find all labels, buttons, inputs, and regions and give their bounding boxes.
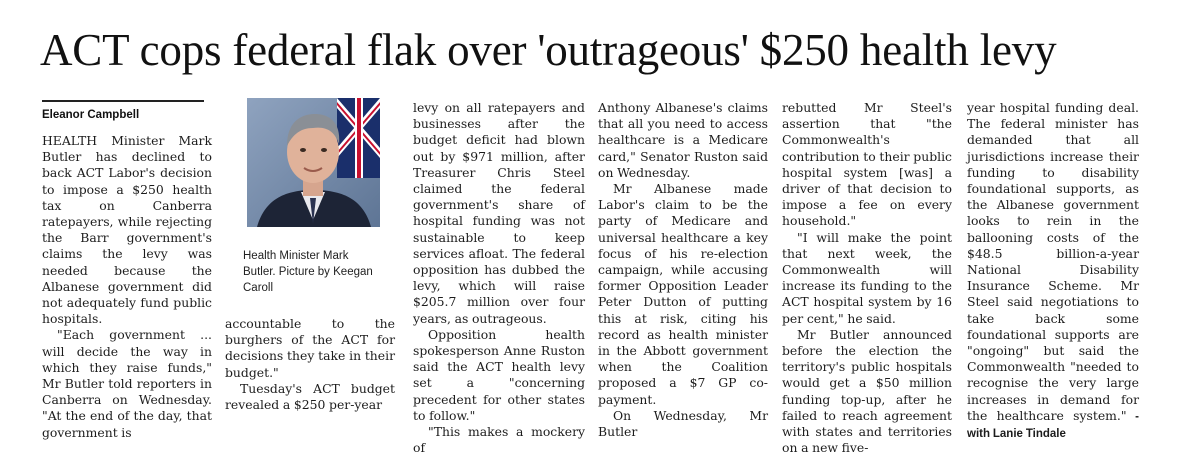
paragraph: Tuesday's ACT budget revealed a $250 per-year [225, 380, 395, 413]
paragraph: On Wednesday, Mr Butler [598, 407, 768, 440]
column-4 [598, 100, 768, 440]
paragraph: levy on all ratepayers and businesses after the budget deficit had blown out by $971 million, after Treasurer Chris Steel claimed the federal government's share of hospital funding was not sustainable to keep services afloat. The federal opposition has dubbed the levy, which will raise $205.7 million over four years, as outrageous. [413, 100, 585, 326]
paragraph: "Each government ... will decide the way in which they raise funds," Mr Butler told reporters in Canberra on Wednesday. "At the end of the day, that government is [42, 327, 212, 440]
paragraph: "This makes a mockery of [413, 424, 585, 456]
minister-photo [247, 98, 380, 227]
column-3 [413, 100, 585, 456]
flag-icon [337, 98, 380, 178]
column-5 [782, 100, 952, 456]
portrait-illustration [247, 98, 380, 227]
paragraph: rebutted Mr Steel's assertion that "the Commonwealth's contribution to their public hospital system [was] a driver of that decision to impose a fee on every household." [782, 100, 952, 229]
paragraph: Anthony Albanese's claims that all you need to access healthcare is a Medicare card," Senator Ruston said on Wednesday. [598, 100, 768, 180]
paragraph: "I will make the point that next week, the Commonwealth will increase its funding to the ACT hospital system by 16 per cent," he said. [782, 229, 952, 326]
paragraph [967, 100, 1139, 442]
paragraph: Mr Butler announced before the election the territory's public hospitals would get a $50 million funding top-up, after he failed to reach agreement with states and territories on a new five- [782, 326, 952, 456]
paragraph-text: year hospital funding deal. The federal minister has demanded that all jurisdictions increase their funding to disability foundational supports, as the Albanese government looks to rein in the ballooning costs of the $48.5 billion-a-year National Disability Insurance Scheme. Mr Steel said negotiations to take back some foundational supports are "ongoing" but said the Commonwealth "needed to recognise the very large increases in demand for the healthcare system." [967, 100, 1139, 423]
column-1 [42, 133, 212, 441]
paragraph: accountable to the burghers of the ACT for decisions they take in their budget." [225, 316, 395, 380]
paragraph: HEALTH Minister Mark Butler has declined to back ACT Labor's decision to impose a $250 health tax on Canberra ratepayers, while rejecting the Barr government's claims the levy was needed because the Albanese government did not adequately fund public hospitals. [42, 133, 212, 327]
paragraph: Opposition health spokesperson Anne Ruston said the ACT health levy set a "concerning precedent for other states to follow." [413, 326, 585, 423]
byline: Eleanor Campbell [42, 100, 204, 122]
column-2 [225, 316, 395, 413]
photo-caption: Health Minister Mark Butler. Picture by Keegan Caroll [243, 250, 373, 294]
author-credit: - with Lanie Tindale [967, 410, 1139, 441]
headline: ACT cops federal flak over 'outrageous' $250 health levy [40, 25, 1057, 75]
paragraph: Mr Albanese made Labor's claim to be the party of Medicare and universal healthcare a key focus of his re-election campaign, while accusing former Opposition Leader Peter Dutton of putting this at risk, citing his record as health minister in the Abbott government when the Coalition proposed a $7 GP co-payment. [598, 181, 768, 407]
column-6 [967, 100, 1139, 442]
